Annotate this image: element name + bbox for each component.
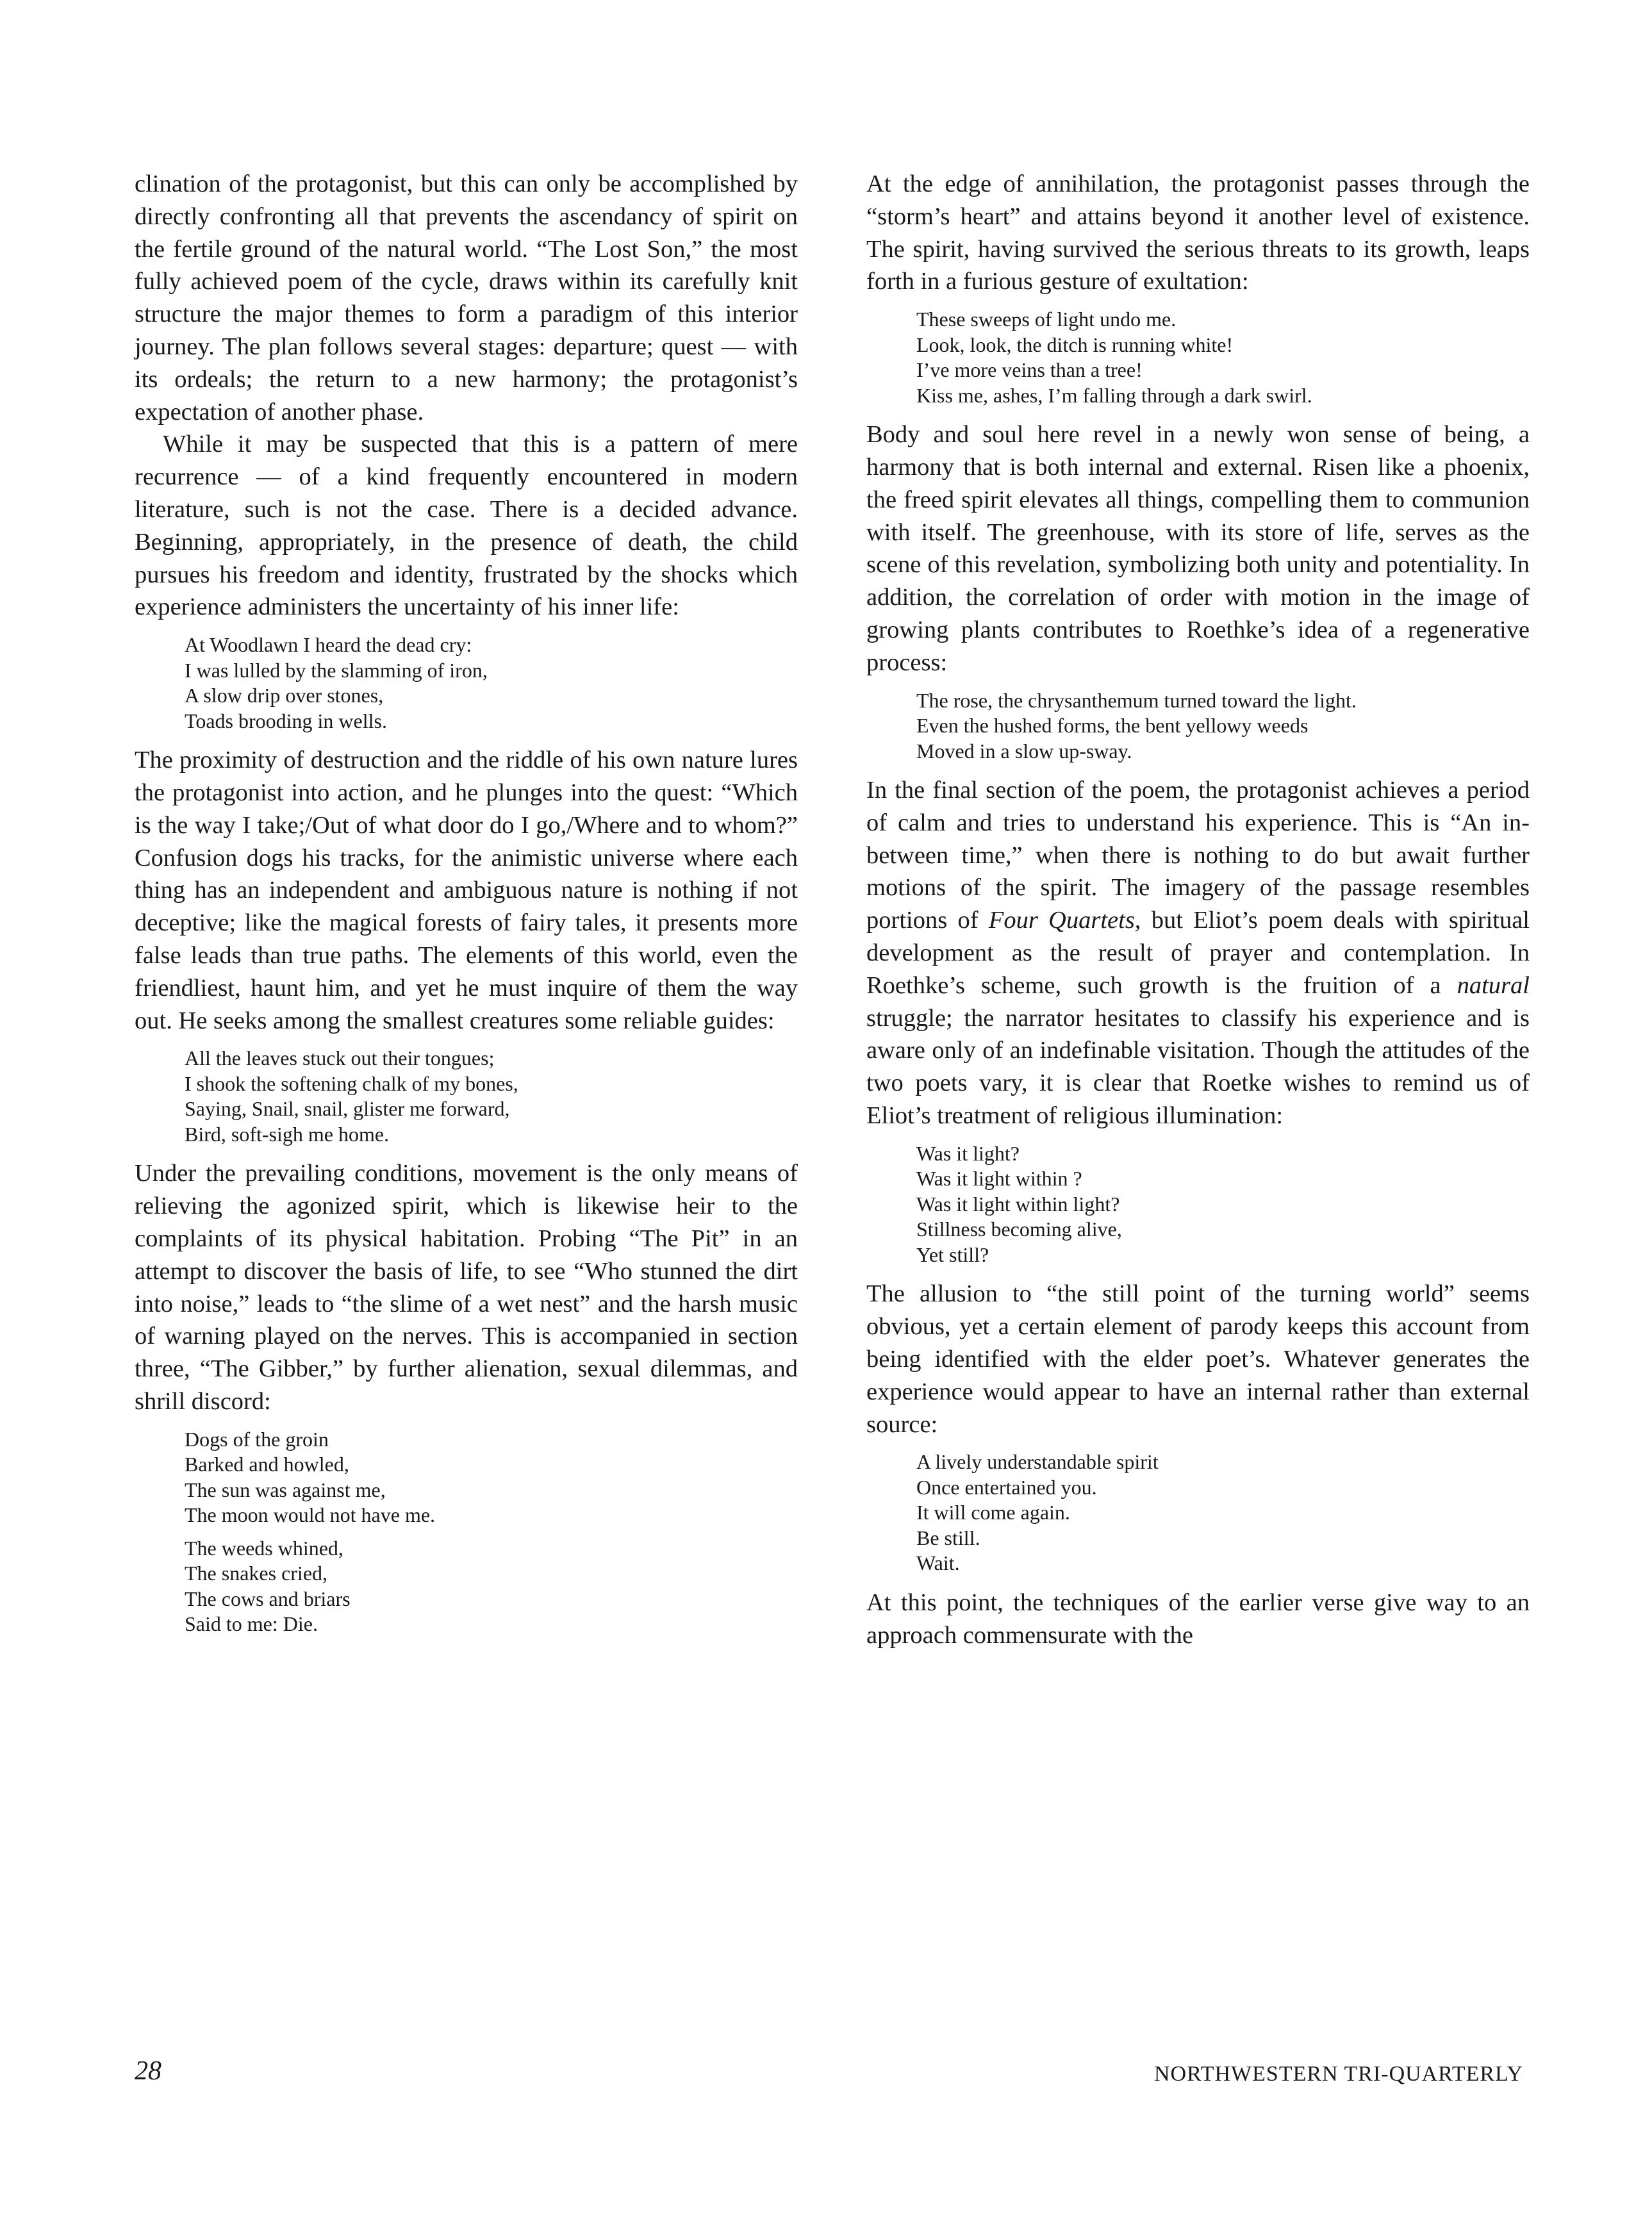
verse-line: I was lulled by the slamming of iron,	[185, 658, 488, 682]
verse-line: The cows and briars	[185, 1587, 351, 1610]
verse-quote	[866, 1141, 1530, 1268]
paragraph: Under the prevailing conditions, movement is the only means of relieving the agonized spirit, which is likewise heir to the complaints of its physical habitation. Probing “The Pit” in an attempt to discover the basis of life, to see “Who stunned the dirt into noise,” leads to “the slime of a wet nest” and the harsh music of warning played on the nerves. This is accompanied in section three, “The Gibber,” by further alienation, sexual dilemmas, and shrill discord:	[135, 1160, 798, 1415]
verse-line: Bird, soft-sigh me home.	[185, 1122, 390, 1146]
verse-line: These sweeps of light undo me.	[916, 308, 1177, 331]
left-column	[135, 168, 798, 1647]
verse-line: The sun was against me,	[185, 1478, 386, 1501]
paragraph-text: In the final section of the poem, the protagonist achieves a period of calm and tries to understand his experience. This is “An in-between time,” when there is nothing to do but await further motions of the spirit. The imagery of the passage resembles portions of	[866, 777, 1530, 934]
verse-line: A lively understandable spirit	[916, 1450, 1159, 1474]
verse-line: Barked and howled,	[185, 1453, 349, 1476]
paragraph: Body and soul here revel in a newly won sense of being, a harmony that is both internal and external. Risen like a phoenix, the freed spirit elevates all things, compelling them to communion with itself. The greenhouse, with its store of life, serves as the scene of this revelation, symbolizing both unity and potentiality. In addition, the correlation of order with motion in the image of growing plants contributes to Roethke’s idea of a regenerative process:	[866, 421, 1530, 676]
verse-line: Toads brooding in wells.	[185, 709, 387, 732]
verse-line: Dogs of the groin	[185, 1427, 329, 1451]
verse-line: At Woodlawn I heard the dead cry:	[185, 633, 472, 657]
paragraph: At the edge of annihilation, the protagonist passes through the “storm’s heart” and attains beyond it another level of existence. The spirit, having survived the serious threats to its growth, leaps forth in a furious gesture of exultation:	[866, 170, 1530, 295]
verse-line: All the leaves stuck out their tongues;	[185, 1046, 495, 1070]
paragraph	[866, 774, 1530, 1132]
paragraph: clination of the protagonist, but this can only be accomplished by directly confronting all that prevents the ascendancy of spirit on the fertile ground of the natural world. “The Lost Son,” the most fully achieved poem of the cycle, draws within its carefully knit structure the major themes to form a paradigm of this interior journey. The plan follows several stages: departure; quest — with its ordeals; the return to a new harmony; the protagonist’s expectation of another phase.	[135, 170, 798, 425]
right-column	[866, 168, 1530, 1651]
verse-line: A slow drip over stones,	[185, 684, 384, 707]
paragraph: While it may be suspected that this is a pattern of mere recurrence — of a kind frequently encountered in modern literature, such is not the case. There is a decided advance. Beginning, appropriately, in the presence of death, the child pursues his freedom and identity, frustrated by the shocks which experience administers the uncertainty of his inner life:	[135, 431, 798, 621]
page-footer	[135, 2056, 1523, 2094]
verse-line: Even the hushed forms, the bent yellowy weeds	[916, 714, 1309, 738]
page-number: 28	[135, 2056, 161, 2086]
verse-line: I’ve more veins than a tree!	[916, 358, 1143, 382]
verse-line: Look, look, the ditch is running white!	[916, 333, 1234, 356]
verse-line: I shook the softening chalk of my bones,	[185, 1071, 518, 1095]
verse-line: Said to me: Die.	[185, 1612, 318, 1636]
verse-line: Stillness becoming alive,	[916, 1218, 1122, 1241]
verse-line: The moon would not have me.	[185, 1503, 436, 1527]
paragraph: At this point, the techniques of the earlier verse give way to an approach commensurate with the	[866, 1589, 1530, 1649]
verse-line: Wait.	[916, 1551, 960, 1575]
verse-line: The rose, the chrysanthemum turned toward the light.	[916, 688, 1357, 712]
verse-line: Once entertained you.	[916, 1475, 1097, 1499]
verse-quote	[135, 632, 798, 734]
verse-quote	[866, 307, 1530, 408]
verse-line: Was it light?	[916, 1141, 1020, 1165]
paragraph: The allusion to “the still point of the turning world” seems obvious, yet a certain element of parody keeps this account from being identified with the elder poet’s. Whatever generates the experience would appear to have an internal rather than external source:	[866, 1280, 1530, 1438]
verse-line: Moved in a slow up-sway.	[916, 739, 1132, 763]
verse-quote	[135, 1046, 798, 1147]
verse-line: The snakes cried,	[185, 1562, 328, 1585]
stanza-break	[185, 1528, 798, 1536]
verse-line: Was it light within ?	[916, 1167, 1082, 1191]
verse-line: Kiss me, ashes, I’m falling through a dark swirl.	[916, 383, 1312, 407]
verse-quote	[135, 1427, 798, 1637]
verse-line: Was it light within light?	[916, 1192, 1120, 1216]
verse-line: Saying, Snail, snail, glister me forward,	[185, 1097, 510, 1121]
verse-line: Be still.	[916, 1526, 980, 1549]
verse-line: The weeds whined,	[185, 1536, 343, 1560]
paragraph-text: struggle; the narrator hesitates to classify his experience and is aware only of an indefinable visitation. Though the attitudes of the two poets vary, it is clear that Roetke wishes to remind us of Eliot’s treatment of religious illumination:	[866, 1004, 1530, 1130]
verse-line: It will come again.	[916, 1501, 1070, 1524]
emphasis: natural	[1457, 971, 1530, 999]
journal-title: NORTHWESTERN TRI-QUARTERLY	[1153, 2062, 1523, 2086]
verse-line: Yet still?	[916, 1242, 989, 1266]
book-title: Four Quartets,	[988, 907, 1141, 934]
verse-quote	[866, 688, 1530, 764]
verse-quote	[866, 1449, 1530, 1576]
paragraph: The proximity of destruction and the riddle of his own nature lures the protagonist into action, and he plunges into the quest: “Which is the way I take;/Out of what door do I go,/Where and to whom?” Confusion dogs his tracks, for the animistic universe where each thing has an independent and ambiguous nature is nothing if not deceptive; like the magical forests of fairy tales, it presents more false leads than true paths. The elements of this world, even the friendliest, haunt him, and yet he must inquire of them the way out. He seeks among the smallest creatures some reliable guides:	[135, 747, 798, 1034]
paragraph-text: but Eliot’s poem deals with spiritual development as the result of prayer and contemplation. In Roethke’s scheme, such growth is the fruition of a	[866, 907, 1530, 999]
